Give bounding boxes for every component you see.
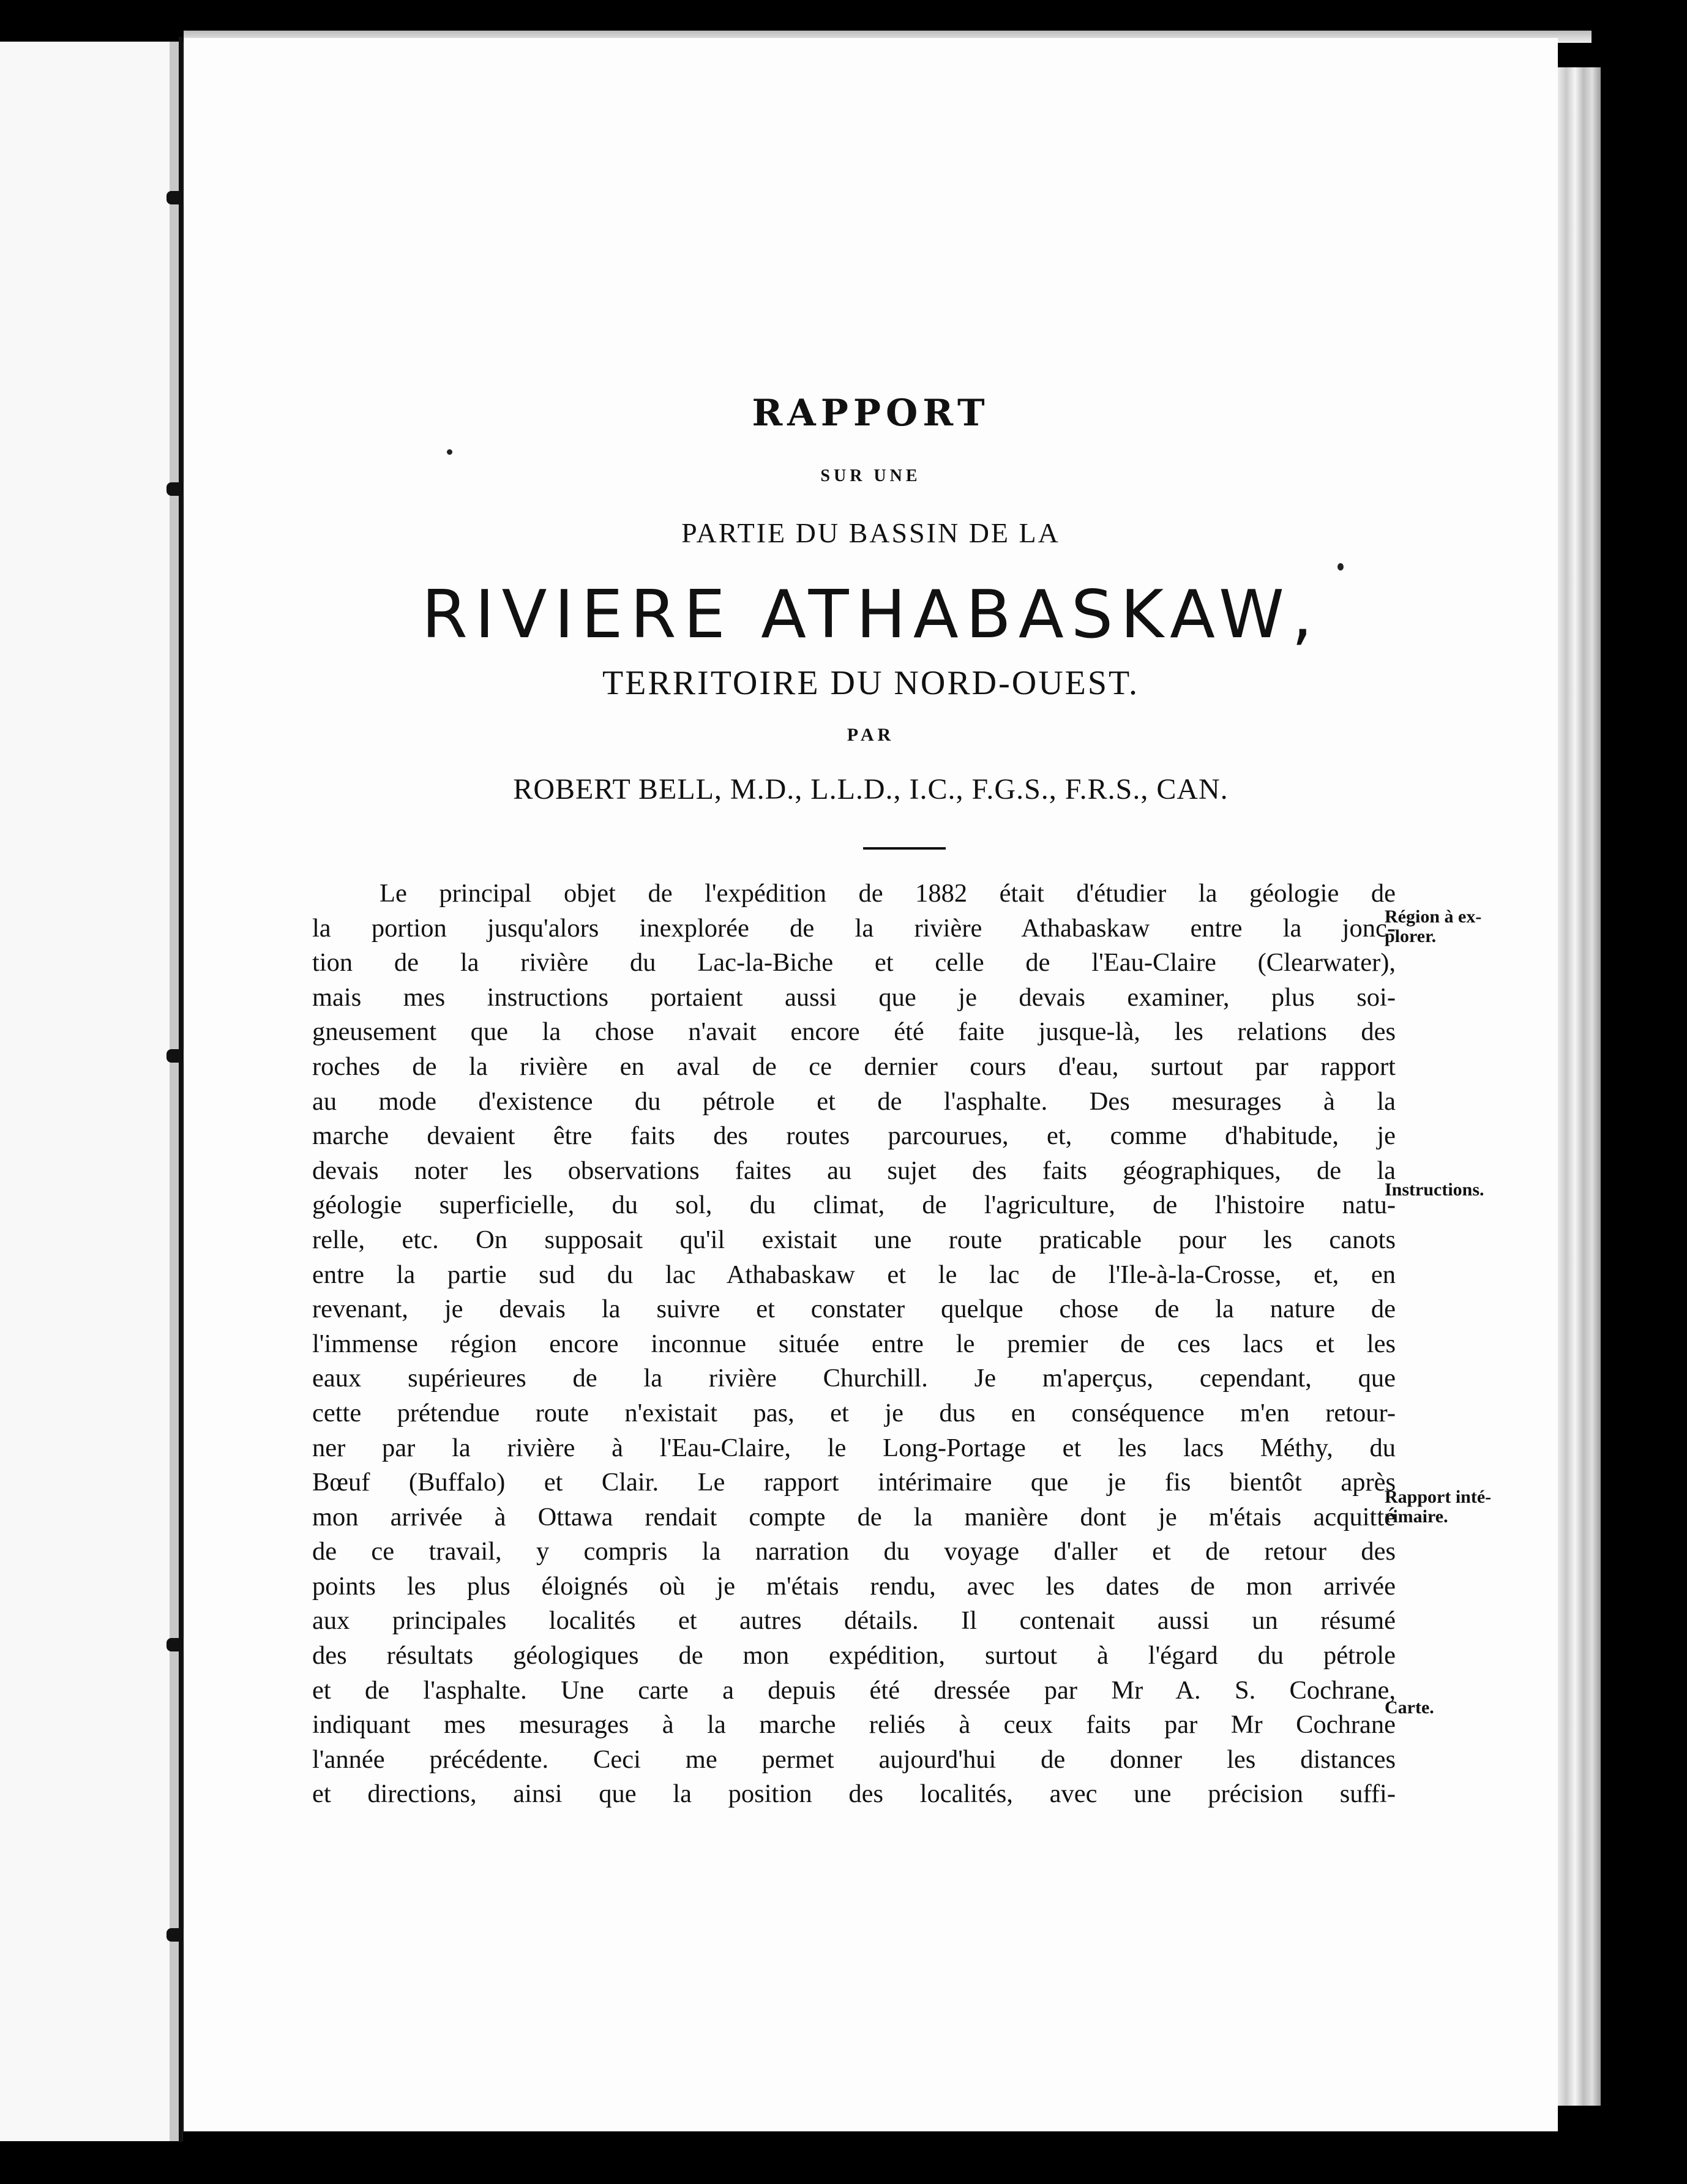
- body-line: indiquant mes mesurages à la marche reliés à ceux faits par Mr Cochrane: [312, 1710, 1396, 1740]
- body-line: ner par la rivière à l'Eau-Claire, le Long-Portage et les lacs Méthy, du: [312, 1433, 1396, 1462]
- margin-note-rapport: [1385, 1487, 1491, 1527]
- body-line: géologie superficielle, du sol, du climat, de l'agriculture, de l'histoire natu-: [312, 1191, 1396, 1220]
- title-par: PAR: [847, 725, 895, 745]
- margin-note-rapport-line2: rimaire.: [1385, 1506, 1448, 1527]
- title-rapport: RAPPORT: [752, 392, 990, 435]
- body-line: la portion jusqu'alors inexplorée de la rivière Athabaskaw entre la jonc-: [312, 913, 1396, 943]
- body-line: points les plus éloignés où je m'étais rendu, avec les dates de mon arrivée: [312, 1571, 1396, 1601]
- body-line: de ce travail, y compris la narration du voyage d'aller et de retour des: [312, 1537, 1396, 1566]
- margin-note-region-line1: Région à ex-: [1385, 907, 1482, 927]
- body-paragraph: [312, 877, 1396, 1812]
- title-riviere: RIVIERE ATHABASKAW,: [421, 577, 1320, 653]
- body-line: revenant, je devais la suivre et constater quelque chose de la nature de: [312, 1295, 1396, 1324]
- body-line: cette prétendue route n'existait pas, et je dus en conséquence m'en retour-: [312, 1398, 1396, 1427]
- facing-page-edge: [0, 42, 183, 2141]
- title-divider: [863, 847, 946, 850]
- margin-note-carte: Carte.: [1385, 1697, 1434, 1718]
- body-line: mon arrivée à Ottawa rendait compte de la manière dont je m'étais acquitté: [312, 1502, 1396, 1531]
- body-line: marche devaient être faits des routes parcourues, et, comme d'habitude, je: [312, 1121, 1396, 1151]
- body-line: gneusement que la chose n'avait encore été faite jusque-là, les relations des: [312, 1017, 1396, 1047]
- margin-note-region-line2: plorer.: [1385, 926, 1437, 946]
- body-line: eaux supérieures de la rivière Churchill. Je m'aperçus, cependant, que: [312, 1364, 1396, 1393]
- body-line: aux principales localités et autres détails. Il contenait aussi un résumé: [312, 1606, 1396, 1636]
- body-line: devais noter les observations faites au sujet des faits géographiques, de la: [312, 1156, 1396, 1185]
- body-line: relle, etc. On supposait qu'il existait une route praticable pour les canots: [312, 1225, 1396, 1254]
- author-line: ROBERT BELL, M.D., L.L.D., I.C., F.G.S., F.R.S., CAN.: [513, 773, 1229, 806]
- body-line: au mode d'existence du pétrole et de l'asphalte. Des mesurages à la: [312, 1086, 1396, 1116]
- body-line: entre la partie sud du lac Athabaskaw et le lac de l'Ile-à-la-Crosse, et, en: [312, 1260, 1396, 1289]
- page-content: [184, 38, 1558, 2131]
- document-page: [184, 38, 1558, 2131]
- body-line: Bœuf (Buffalo) et Clair. Le rapport intérimaire que je fis bientôt après: [312, 1468, 1396, 1497]
- body-line: et de l'asphalte. Une carte a depuis été dressée par Mr A. S. Cochrane,: [312, 1675, 1396, 1705]
- margin-note-rapport-line1: Rapport inté-: [1385, 1487, 1492, 1507]
- scan-speck: [447, 449, 452, 455]
- body-line: l'année précédente. Ceci me permet aujourd'hui de donner les distances: [312, 1745, 1396, 1774]
- margin-note-instructions: Instructions.: [1385, 1180, 1484, 1200]
- title-territoire: TERRITOIRE DU NORD-OUEST.: [602, 664, 1140, 702]
- margin-note-region: [1385, 907, 1481, 946]
- body-line: mais mes instructions portaient aussi que je devais examiner, plus soi-: [312, 982, 1396, 1012]
- body-line: roches de la rivière en aval de ce dernier cours d'eau, surtout par rapport: [312, 1052, 1396, 1081]
- body-line: tion de la rivière du Lac-la-Biche et celle de l'Eau-Claire (Clearwater),: [312, 948, 1396, 978]
- page-stack-right-edge: [1558, 67, 1601, 2106]
- scan-speck: [1337, 563, 1344, 570]
- binding-thread: [179, 37, 182, 2142]
- body-line: Le principal objet de l'expédition de 1882 était d'étudier la géologie de: [380, 879, 1396, 908]
- title-sur-une: SUR UNE: [820, 466, 921, 485]
- body-line: et directions, ainsi que la position des localités, avec une précision suffi-: [312, 1779, 1396, 1809]
- body-line: l'immense région encore inconnue située entre le premier de ces lacs et les: [312, 1329, 1396, 1358]
- body-line: des résultats géologiques de mon expédition, surtout à l'égard du pétrole: [312, 1641, 1396, 1670]
- title-partie: PARTIE DU BASSIN DE LA: [681, 517, 1060, 548]
